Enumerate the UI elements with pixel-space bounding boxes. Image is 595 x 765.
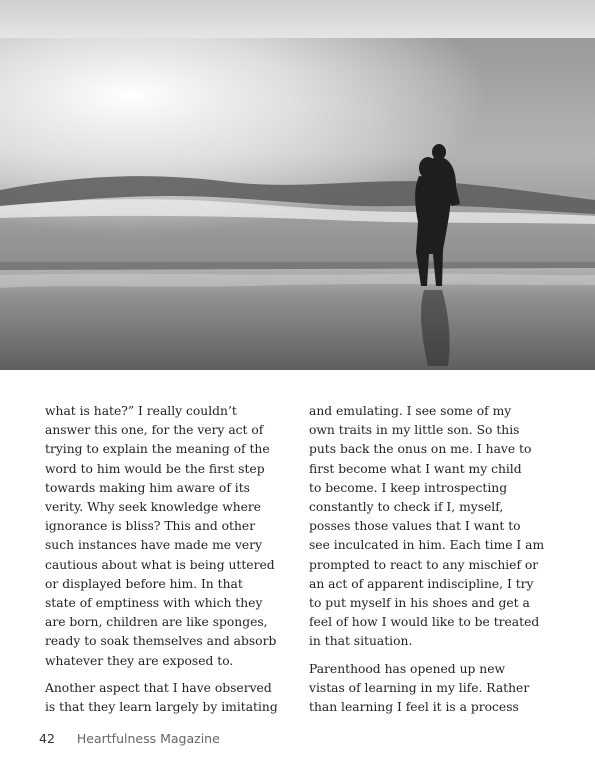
paragraph <box>45 679 295 717</box>
text-line: verity. Why seek knowledge where <box>45 500 262 515</box>
text-line: an act of apparent indiscipline, I try <box>309 576 534 591</box>
text-line: is that they learn largely by imitating <box>45 700 278 715</box>
text-line: vistas of learning in my life. Rather <box>309 680 530 695</box>
paragraph <box>309 402 559 652</box>
text-line: puts back the onus on me. I have to <box>309 442 532 457</box>
text-line: whatever they are exposed to. <box>45 653 234 668</box>
text-line: cautious about what is being uttered <box>45 557 275 572</box>
text-line: ready to soak themselves and absorb <box>45 634 277 649</box>
text-line: to put myself in his shoes and get a <box>309 596 530 611</box>
text-line: constantly to check if I, myself, <box>309 500 504 515</box>
text-line: state of emptiness with which they <box>45 596 263 611</box>
magazine-name: Heartfulness Magazine <box>76 731 220 746</box>
text-line: see inculcated in him. Each time I am <box>309 538 545 553</box>
paragraph <box>309 660 559 718</box>
text-line: posses those values that I want to <box>309 519 521 534</box>
text-line: such instances have made me very <box>45 538 263 553</box>
page-number: 42 <box>39 731 55 746</box>
beach-photo <box>0 0 595 370</box>
text-line: feel of how I would like to be treated <box>309 615 540 630</box>
text-line: first become what I want my child <box>309 461 522 476</box>
page-footer <box>39 731 220 746</box>
text-line: and emulating. I see some of my <box>309 404 512 418</box>
text-line: or displayed before him. In that <box>45 576 243 591</box>
text-line: are born, children are like sponges, <box>45 615 268 630</box>
text-line: Parenthood has opened up new <box>309 661 505 676</box>
text-line: own traits in my little son. So this <box>309 423 520 438</box>
text-line: trying to explain the meaning of the <box>45 442 270 457</box>
text-line: than learning I feel it is a process <box>309 700 519 715</box>
text-line: in that situation. <box>309 634 413 649</box>
text-line: ignorance is bliss? This and other <box>45 519 256 534</box>
paragraph <box>45 402 295 671</box>
article-column-right <box>309 402 559 725</box>
article-column-left <box>45 402 295 725</box>
text-line: Another aspect that I have observed <box>45 680 272 695</box>
text-line: towards making him aware of its <box>45 480 250 495</box>
text-line: to become. I keep introspecting <box>309 480 508 495</box>
text-line: what is hate?” I really couldn’t <box>45 404 237 418</box>
text-line: prompted to react to any mischief or <box>309 557 539 572</box>
text-line: answer this one, for the very act of <box>45 423 264 438</box>
text-line: word to him would be the first step <box>45 461 265 476</box>
